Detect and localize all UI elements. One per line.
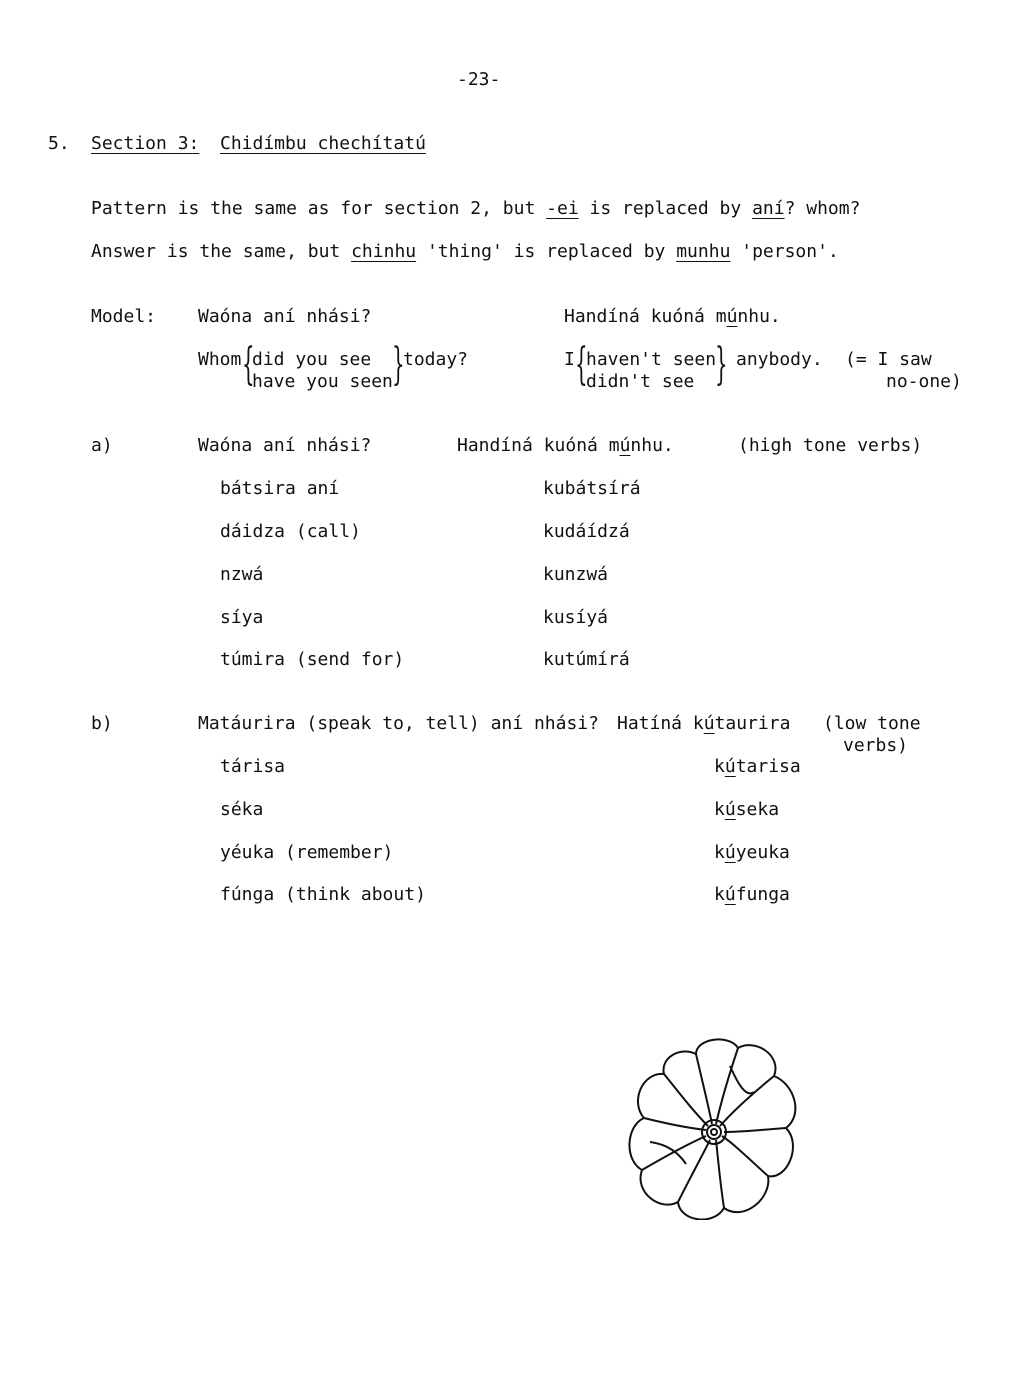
list-item-answer: kunzwá <box>543 564 609 585</box>
list-item-answer: kútarisa <box>714 756 801 777</box>
left-brace-icon: { <box>242 339 255 390</box>
gloss-q-line-1: did you see <box>252 349 372 370</box>
section-label: Section 3: <box>91 133 200 154</box>
list-item-verb: yéuka (remember) <box>220 842 394 863</box>
list-item-answer: kusíyá <box>543 607 609 628</box>
gloss-anybody: anybody. <box>736 349 823 370</box>
list-item-verb: dáidza (call) <box>220 521 361 542</box>
intro-line-2: Answer is the same, but chinhu 'thing' is replaced by munhu 'person'. <box>91 241 839 262</box>
list-item-verb: nzwá <box>220 564 264 585</box>
section-a-answer: Handíná kuóná múnhu. <box>457 435 674 456</box>
section-a-label: a) <box>91 435 113 456</box>
section-title: Chidímbu chechítatú <box>220 133 426 154</box>
list-item-answer: kubátsírá <box>543 478 641 499</box>
list-item-answer: kúfunga <box>714 884 790 905</box>
flower-drawing-icon <box>626 1032 802 1220</box>
list-item-answer: kúyeuka <box>714 842 790 863</box>
list-item-answer: kudáídzá <box>543 521 630 542</box>
section-a-note: (high tone verbs) <box>738 435 923 456</box>
list-item-verb: fúnga (think about) <box>220 884 426 905</box>
section-b-label: b) <box>91 713 113 734</box>
model-label: Model: <box>91 306 157 327</box>
section-b-answer: Hatíná kútaurira <box>617 713 791 734</box>
gloss-note-1: (= I saw <box>845 349 932 370</box>
gloss-a-line-1: haven't seen <box>586 349 717 370</box>
list-item-verb: séka <box>220 799 264 820</box>
list-item-verb: síya <box>220 607 264 628</box>
gloss-i: I <box>564 349 575 370</box>
gloss-note-2: no-one) <box>886 371 962 392</box>
list-item-answer: kúseka <box>714 799 780 820</box>
right-brace-icon: } <box>715 339 728 390</box>
list-item-answer: kutúmírá <box>543 649 630 670</box>
page-number: -23- <box>457 69 501 90</box>
section-b-note-2: verbs) <box>843 735 909 756</box>
right-brace-icon: } <box>392 339 405 390</box>
section-a-question: Waóna aní nhási? <box>198 435 372 456</box>
section-b-question: Matáurira (speak to, tell) aní nhási? <box>198 713 599 734</box>
gloss-whom: Whom <box>198 349 242 370</box>
model-answer: Handíná kuóná múnhu. <box>564 306 781 327</box>
model-question: Waóna aní nhási? <box>198 306 372 327</box>
gloss-q-line-2: have you seen <box>252 371 393 392</box>
list-item-verb: tárisa <box>220 756 286 777</box>
list-item-verb: túmira (send for) <box>220 649 405 670</box>
list-item-verb: bátsira aní <box>220 478 340 499</box>
gloss-today: today? <box>403 349 469 370</box>
intro-line-1: Pattern is the same as for section 2, but -ei is replaced by aní? whom? <box>91 198 861 219</box>
section-b-note-1: (low tone <box>823 713 921 734</box>
section-number: 5. <box>48 133 70 154</box>
gloss-a-line-2: didn't see <box>586 371 695 392</box>
left-brace-icon: { <box>575 339 588 390</box>
